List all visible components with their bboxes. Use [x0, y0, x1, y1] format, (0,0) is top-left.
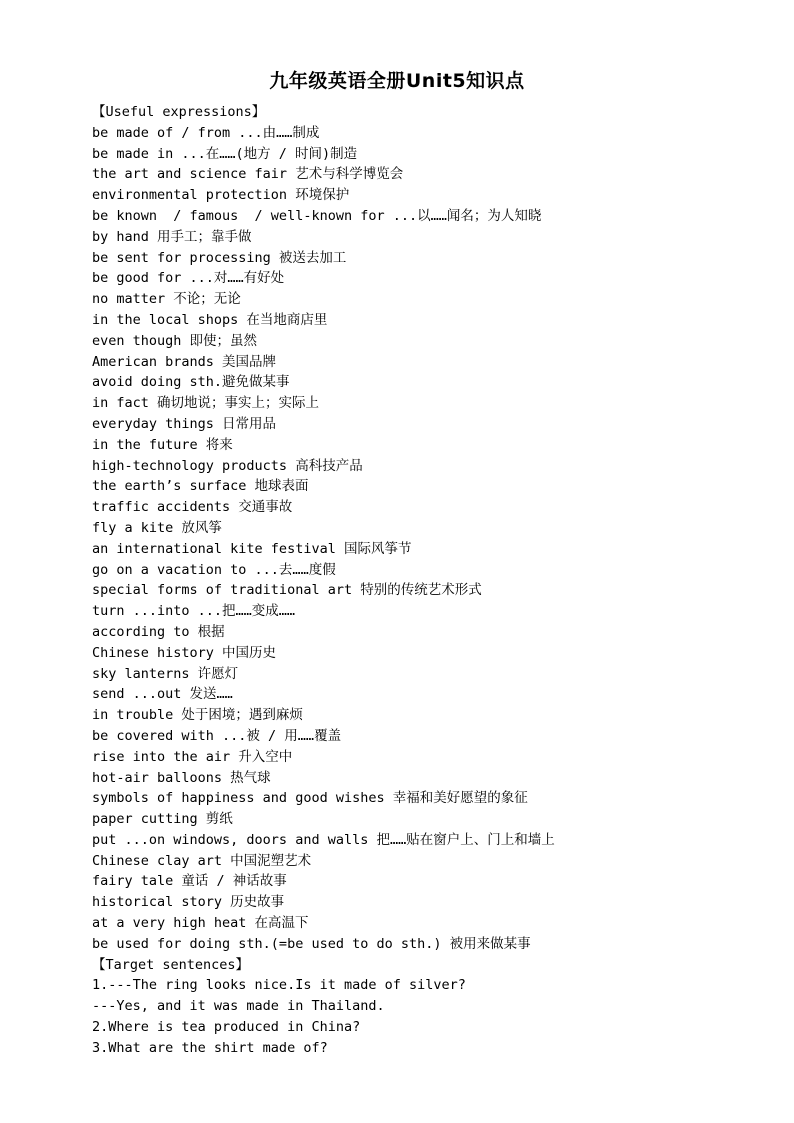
expression-line: in the future 将来	[92, 436, 233, 453]
expressions-list	[92, 123, 782, 955]
expression-line: according to 根据	[92, 623, 225, 640]
expression-line: in fact 确切地说；事实上；实际上	[92, 395, 320, 412]
expression-line: even though 即使；虽然	[92, 332, 258, 349]
expression-line: an international kite festival 国际风筝节	[92, 540, 412, 557]
expression-line: high-technology products 高科技产品	[92, 457, 363, 474]
useful-expressions-heading: 【Useful expressions】	[92, 104, 266, 120]
sentence-line: 2.Where is tea produced in China?	[92, 1019, 361, 1036]
expression-line: go on a vacation to ...去……度假	[92, 561, 336, 578]
expression-line: be sent for processing 被送去加工	[92, 249, 347, 266]
expression-line: be made of / from ...由……制成	[92, 124, 320, 141]
page-title: 九年级英语全册Unit5知识点	[269, 70, 525, 92]
expression-line: sky lanterns 许愿灯	[92, 665, 239, 682]
expression-line: in the local shops 在当地商店里	[92, 311, 328, 328]
expression-line: send ...out 发送……	[92, 686, 233, 703]
expression-line: put ...on windows, doors and walls 把……贴在窗户上、门上和墙上	[92, 831, 555, 848]
expression-line: American brands 美国品牌	[92, 353, 277, 370]
expression-line: by hand 用手工；靠手做	[92, 228, 252, 245]
expression-line: in trouble 处于困境；遇到麻烦	[92, 707, 303, 724]
expression-line: turn ...into ...把……变成……	[92, 603, 296, 620]
expression-line: rise into the air 升入空中	[92, 748, 293, 765]
expression-line: environmental protection 环境保护	[92, 187, 350, 204]
expression-line: be known / famous / well-known for ...以……闻名；为人知晓	[92, 207, 542, 224]
expression-line: be used for doing sth.(=be used to do sth.) 被用来做某事	[92, 935, 531, 952]
target-sentences-heading: 【Target sentences】	[92, 956, 250, 973]
expression-line: special forms of traditional art 特别的传统艺术形式	[92, 582, 482, 599]
document-body	[92, 102, 782, 1059]
sentence-line: 1.---The ring looks nice.Is it made of silver?	[92, 977, 466, 994]
expression-line: traffic accidents 交通事故	[92, 499, 293, 516]
expression-line: be covered with ...被 / 用……覆盖	[92, 727, 342, 744]
expression-line: at a very high heat 在高温下	[92, 915, 309, 932]
expression-line: no matter 不论；无论	[92, 291, 241, 308]
expression-line: be good for ...对……有好处	[92, 270, 285, 287]
expression-line: Chinese clay art 中国泥塑艺术	[92, 852, 312, 869]
expression-line: fairy tale 童话 / 神话故事	[92, 873, 287, 890]
expression-line: the earth’s surface 地球表面	[92, 478, 309, 495]
sentences-list	[92, 975, 782, 1058]
sentence-line: ---Yes, and it was made in Thailand.	[92, 998, 385, 1015]
sentence-line: 3.What are the shirt made of?	[92, 1039, 328, 1056]
expression-line: everyday things 日常用品	[92, 415, 277, 432]
expression-line: the art and science fair 艺术与科学博览会	[92, 166, 404, 183]
expression-line: fly a kite 放风筝	[92, 519, 222, 536]
expression-line: be made in ...在……(地方 / 时间)制造	[92, 145, 358, 162]
expression-line: historical story 历史故事	[92, 894, 285, 911]
expression-line: hot-air balloons 热气球	[92, 769, 271, 786]
expression-line: Chinese history 中国历史	[92, 644, 277, 661]
expression-line: symbols of happiness and good wishes 幸福和美好愿望的象征	[92, 790, 528, 807]
expression-line: avoid doing sth.避免做某事	[92, 374, 290, 391]
expression-line: paper cutting 剪纸	[92, 811, 233, 828]
